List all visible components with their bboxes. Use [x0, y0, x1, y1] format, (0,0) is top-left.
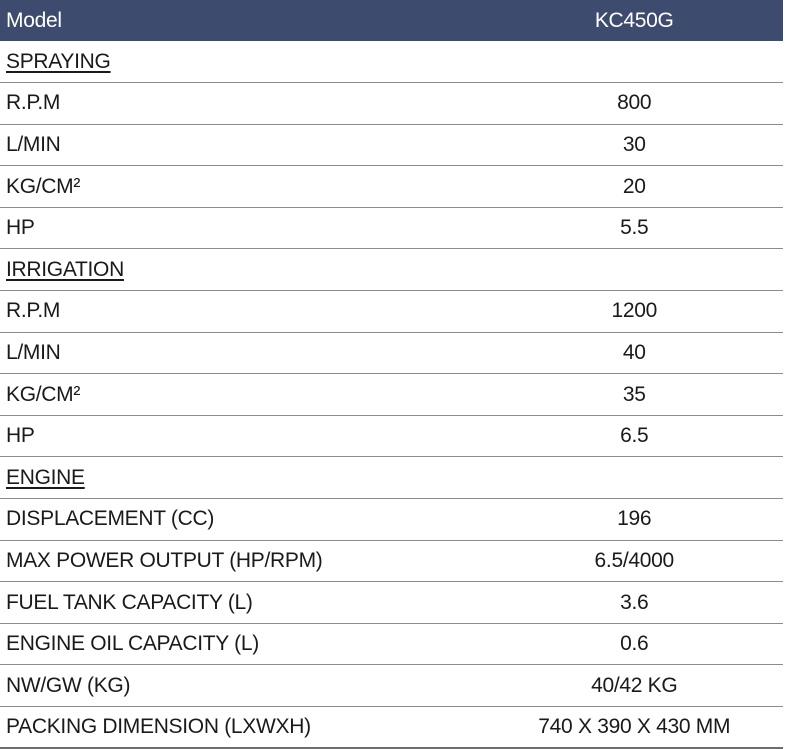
row-value: 40: [485, 332, 783, 374]
table-row: [0, 83, 783, 125]
section-title-spraying: SPRAYING: [6, 49, 111, 73]
row-label: HP: [0, 415, 485, 457]
table-row: [0, 540, 783, 582]
row-value: 800: [485, 83, 783, 125]
table-row: [0, 166, 783, 208]
table-row: [0, 415, 783, 457]
section-title-engine: ENGINE: [6, 465, 85, 489]
row-value: 0.6: [485, 623, 783, 665]
model-value: KC450G: [594, 8, 674, 32]
table-row: [0, 707, 783, 749]
row-label: KG/CM²: [0, 374, 485, 416]
table-header-row: [0, 0, 783, 41]
section-engine: [0, 457, 783, 499]
row-value: 1200: [485, 291, 783, 333]
row-label: PACKING DIMENSION (LXWXH): [0, 707, 485, 749]
table-row: [0, 374, 783, 416]
row-value: 3.6: [485, 582, 783, 624]
row-label: R.P.M: [0, 291, 485, 333]
table-row: [0, 499, 783, 541]
row-value: 40/42 KG: [485, 665, 783, 707]
row-value: 196: [485, 499, 783, 541]
row-value: 740 X 390 X 430 MM: [485, 707, 783, 749]
row-label: DISPLACEMENT (CC): [0, 499, 485, 541]
row-value: 35: [485, 374, 783, 416]
row-label: FUEL TANK CAPACITY (L): [0, 582, 485, 624]
row-label: R.P.M: [0, 83, 485, 125]
row-label: HP: [0, 207, 485, 249]
row-label: L/MIN: [0, 332, 485, 374]
row-label: ENGINE OIL CAPACITY (L): [0, 623, 485, 665]
section-spraying: [0, 41, 783, 83]
table-row: [0, 332, 783, 374]
model-label: Model: [6, 8, 62, 32]
table-row: [0, 207, 783, 249]
row-label: L/MIN: [0, 124, 485, 166]
section-title-irrigation: IRRIGATION: [6, 257, 124, 281]
table-row: [0, 582, 783, 624]
table-row: [0, 623, 783, 665]
row-label: NW/GW (KG): [0, 665, 485, 707]
row-value: 5.5: [485, 207, 783, 249]
table-row: [0, 291, 783, 333]
row-label: KG/CM²: [0, 166, 485, 208]
table-row: [0, 665, 783, 707]
row-value: 20: [485, 166, 783, 208]
row-label: MAX POWER OUTPUT (HP/RPM): [0, 540, 485, 582]
row-value: 30: [485, 124, 783, 166]
row-value: 6.5/4000: [485, 540, 783, 582]
row-value: 6.5: [485, 415, 783, 457]
table-row: [0, 124, 783, 166]
section-irrigation: [0, 249, 783, 291]
